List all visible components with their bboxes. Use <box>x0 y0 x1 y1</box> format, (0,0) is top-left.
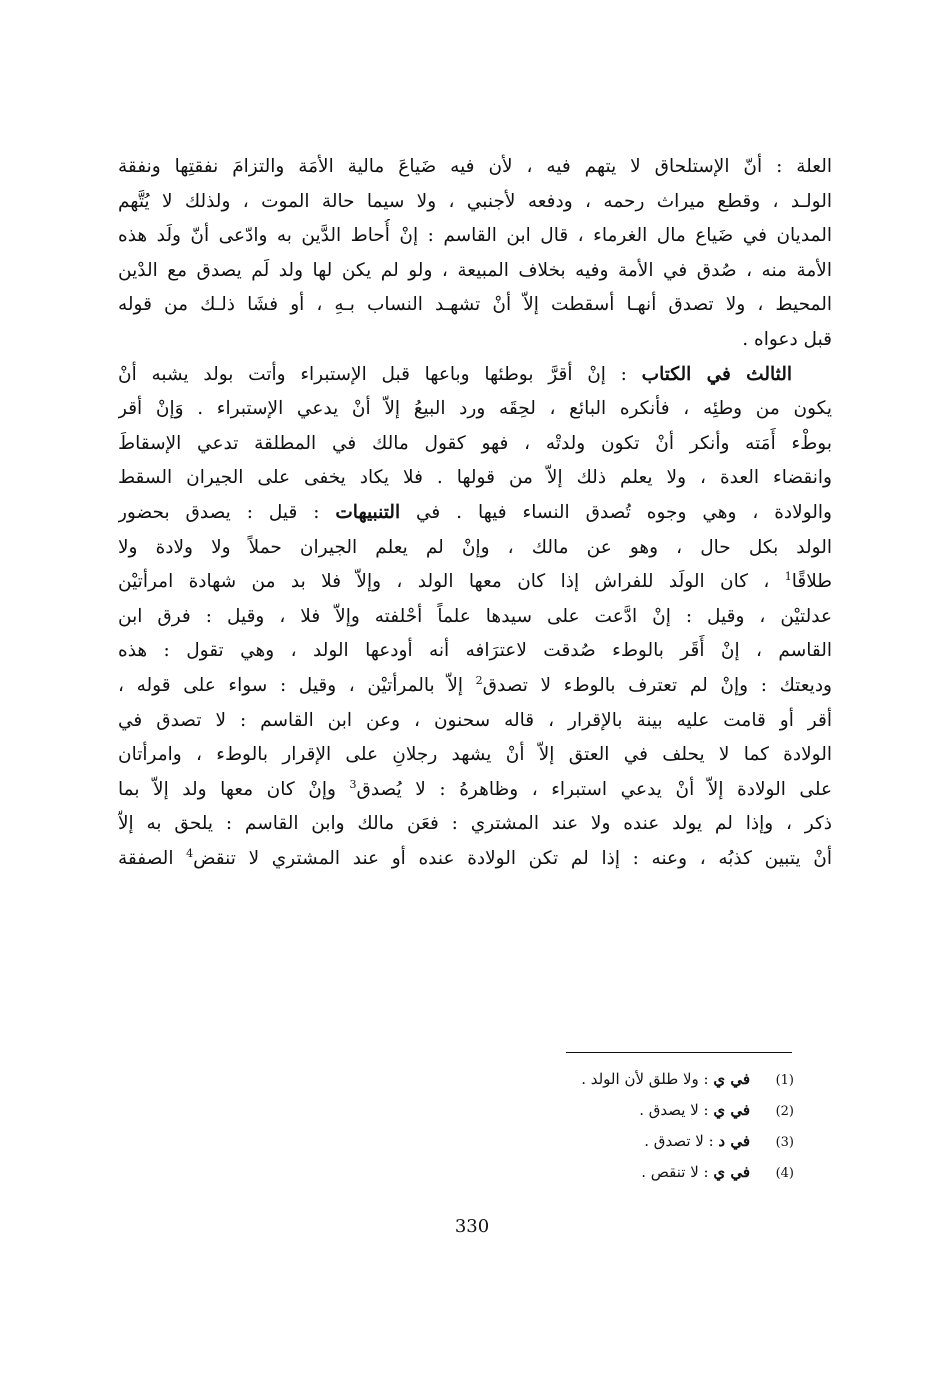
footnote-number: (4) <box>775 1166 794 1181</box>
text-line: ذكر ، وإذا لم يولد عنده ولا عند المشتري : فعَن مالك وابن القاسم : يلحق به إلاّ <box>118 813 832 835</box>
footnote-text: : لا يصدق . <box>639 1101 714 1119</box>
footnote-item <box>581 1095 794 1126</box>
line-text: : قيل : يصدق بحضور <box>118 501 336 523</box>
line-text: على الولادة إلاّ أنْ يدعي استبراء ، وظاهرهُ : لا يُصدق <box>356 778 832 800</box>
line-text: إلاّ بالمرأتيْن ، وقيل : سواء على قوله ، <box>118 674 476 696</box>
line-text: وإنْ كان معها ولد إلاّ بما <box>118 778 350 800</box>
text-line: الأمة منه ، صُدق في الأمة وفيه بخلاف المبيعة ، ولو لم يكن لها ولد لَم يصدق مع الدْين <box>118 259 832 281</box>
footnote-source: في ي <box>713 1070 750 1088</box>
text-line: المحيط ، ولا تصدق أنهـا أسقطت إلاّ أنْ تشهـد النساب بـهِ ، أو فشَا ذلـك من قوله <box>118 294 832 316</box>
footnote-item <box>581 1064 794 1095</box>
footnote-number: (2) <box>775 1104 794 1119</box>
footnote-number: (1) <box>775 1073 794 1088</box>
line-text: : إنْ أقرَّ بوطئها وباعها قبل الإستبراء وأتت بولد يشبه أنْ <box>118 363 642 385</box>
text-line: قبل دعواه . <box>742 328 832 350</box>
text-line <box>118 842 832 877</box>
text-line: الولـد ، وقطع ميراث رحمه ، ودفعه لأجنبي ، ولا سيما حالة الموت ، ولذلك لا يُتَّهم <box>118 190 832 212</box>
text-line <box>118 773 832 808</box>
footnote-marker[interactable]: 2 <box>475 673 483 687</box>
footnote-divider <box>566 1052 792 1053</box>
footnote-item <box>581 1157 794 1188</box>
text-line: المديان في ضَياع مال الغرماء ، قال ابن القاسم : إنْ أُحاط الدَّين به وادّعى أنّ ولَد هذه <box>118 225 832 247</box>
body-text <box>118 150 832 876</box>
footnote-item <box>581 1126 794 1157</box>
text-line: العلة : أنّ الإستلحاق لا يتهم فيه ، لأن فيه ضَياعَ مالية الأمَة والتزامَ نفقتِها ونفقة <box>118 156 832 177</box>
text-line <box>118 358 832 393</box>
text-line <box>118 496 832 531</box>
text-line: يكون من وطئِه ، فأنكره البائع ، لحِقَه ورد البيعُ إلاّ أنْ يدعي الإستبراء . وَإنْ أقر <box>118 398 832 420</box>
footnote-source: في ي <box>713 1163 750 1181</box>
text-line <box>118 669 832 704</box>
line-text: وديعتك : وإنْ لم تعترف بالوطء لا تصدق <box>482 674 832 696</box>
page-number: 330 <box>454 1216 490 1237</box>
footnote-marker[interactable]: 4 <box>186 846 194 860</box>
footnote-source: في د <box>718 1132 750 1150</box>
text-line: عدلتيْن ، وقيل : إنْ ادَّعت على سيدها علماً أحْلفته وإلاّ فلا ، وقيل : فرق ابن <box>118 605 832 627</box>
footnote-text: : لا تصدق . <box>644 1132 719 1150</box>
text-line: وانقضاء العدة ، ولا يعلم ذلك إلاّ من قولها . فلا يكاد يخفى على الجيران السقط <box>118 467 832 489</box>
text-line: القاسم ، إنْ أَقَر بالوطء صُدقت لاعترَافه أنه أودعها الولد ، وهي تقول : هذه <box>118 640 832 662</box>
text-line: أقر أو قامت عليه بينة بالإقرار ، قاله سحنون ، وعن ابن القاسم : لا تصدق في <box>118 709 832 731</box>
footnote-marker[interactable]: 1 <box>784 569 792 583</box>
line-text: والولادة ، وهي وجوه تُصدق النساء فيها . في <box>400 501 832 523</box>
text-line <box>118 565 832 600</box>
footnote-text: : لا تنقص . <box>641 1163 714 1181</box>
text-line: الولد بكل حال ، وهو عن مالك ، وإنْ لم يعلم الجيران حملاً ولا ولادة ولا <box>118 536 832 558</box>
footnote-number: (3) <box>775 1135 794 1150</box>
footnote-text: : ولا طلق لأن الولد . <box>581 1070 714 1088</box>
text-line: بوطْء أَمَته وأنكر أنْ تكون ولدتْه ، فهو كقول مالك في المطلقة تدعي الإسقاطَ <box>118 432 832 454</box>
footnote-marker[interactable]: 3 <box>349 777 357 791</box>
line-text: طلاقًا <box>791 571 832 593</box>
footnotes <box>581 1064 794 1188</box>
section-heading: الثالث في الكتاب <box>641 363 792 385</box>
footnote-source: في ي <box>713 1101 750 1119</box>
line-text: الصفقة <box>118 847 187 869</box>
line-text: أنْ يتبين كذبُه ، وعنه : إذا لم تكن الولادة عنده أو عند المشتري لا تنقض <box>193 847 832 869</box>
source-reference: التنبيهات <box>335 501 401 523</box>
text-line: الولادة كما لا يحلف في العتق إلاّ أنْ يشهد رجلانِ على الإقرار بالوطء ، وامرأتان <box>118 744 832 766</box>
line-text: ، كان الولَد للفراش إذا كان معها الولد ، وإلاّ فلا بد من شهادة امرأتيْن <box>118 571 785 593</box>
